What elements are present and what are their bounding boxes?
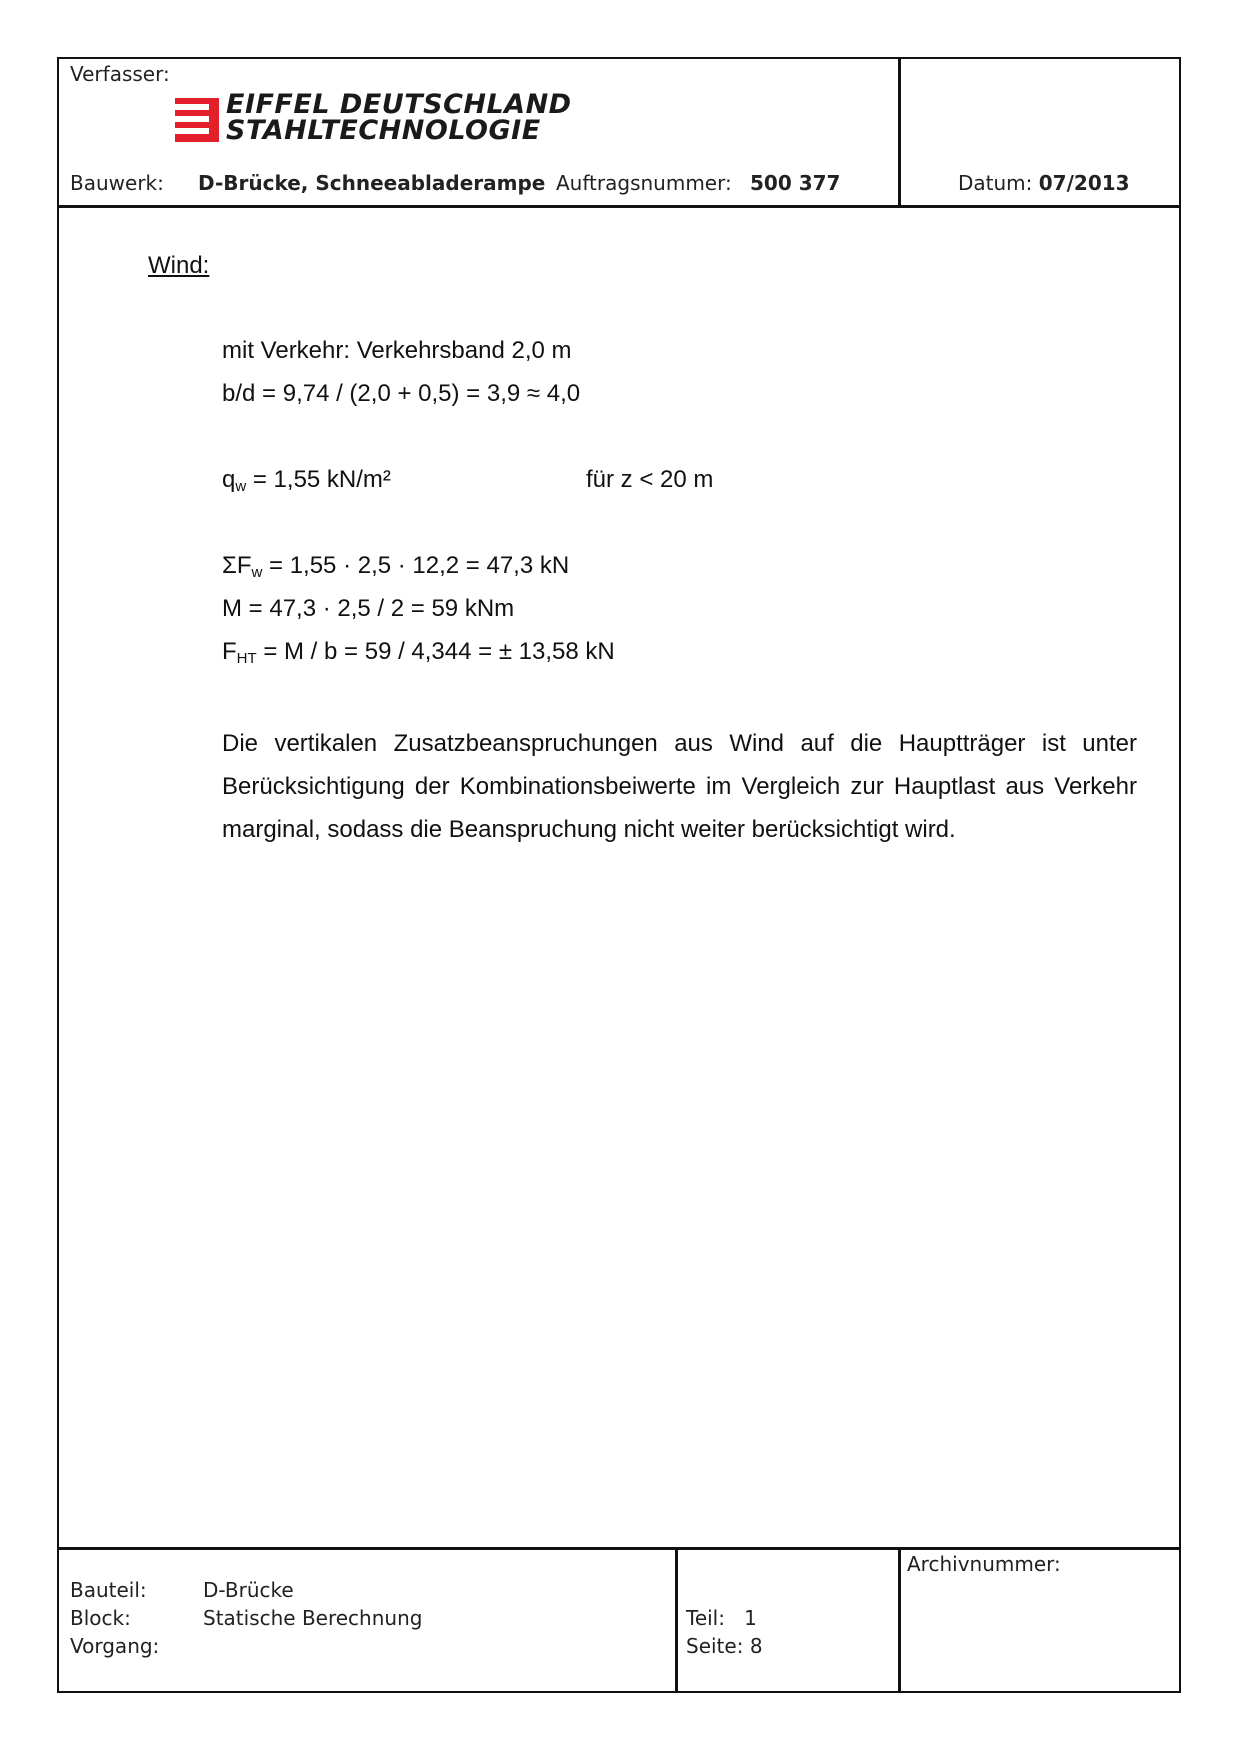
archive-label: Archivnummer: bbox=[907, 1552, 1061, 1576]
block-label: Block: bbox=[70, 1606, 131, 1630]
moment-line: M = 47,3 · 2,5 / 2 = 59 kNm bbox=[222, 595, 515, 622]
fht-symbol: F bbox=[222, 638, 237, 665]
page-frame bbox=[57, 57, 1181, 1693]
fht-subscript: HT bbox=[236, 650, 257, 667]
process-label: Vorgang: bbox=[70, 1634, 160, 1658]
header-divider bbox=[57, 205, 1181, 208]
fht-value: = M / b = 59 / 4,344 = ± 13,58 kN bbox=[256, 638, 615, 665]
part-value: D-Brücke bbox=[203, 1578, 294, 1602]
project-label: Bauwerk: bbox=[70, 171, 164, 195]
qw-value: = 1,55 kN/m² bbox=[246, 466, 391, 493]
sum-value: = 1,55 · 2,5 · 12,2 = 47,3 kN bbox=[262, 552, 570, 579]
wind-force-sum-line bbox=[222, 552, 569, 581]
order-label: Auftragsnummer: bbox=[556, 171, 732, 195]
sum-subscript: w bbox=[251, 564, 263, 581]
date-value: 07/2013 bbox=[1038, 171, 1130, 195]
block-value: Statische Berechnung bbox=[203, 1606, 423, 1630]
wind-pressure-line bbox=[222, 466, 391, 495]
seite-field bbox=[686, 1634, 763, 1658]
section-heading: Wind: bbox=[148, 252, 210, 279]
company-name-line1: EIFFEL DEUTSCHLAND bbox=[226, 89, 572, 120]
date-field bbox=[958, 171, 1130, 195]
footer-divider bbox=[57, 1547, 1181, 1550]
project-value: D-Brücke, Schneeabladerampe bbox=[198, 171, 546, 195]
teil-label: Teil: bbox=[686, 1606, 725, 1630]
order-value: 500 377 bbox=[750, 171, 841, 195]
company-logo-icon bbox=[173, 96, 221, 144]
author-label: Verfasser: bbox=[70, 62, 170, 86]
seite-value: 8 bbox=[749, 1634, 763, 1658]
qw-subscript: w bbox=[235, 478, 247, 495]
bd-ratio-line: b/d = 9,74 / (2,0 + 0,5) = 3,9 ≈ 4,0 bbox=[222, 380, 581, 407]
date-label: Datum: bbox=[958, 171, 1033, 195]
qw-symbol: q bbox=[222, 466, 236, 493]
teil-value: 1 bbox=[744, 1606, 757, 1630]
footer-vertical-divider-2 bbox=[898, 1547, 901, 1693]
sum-symbol: ΣF bbox=[222, 552, 252, 579]
header-vertical-divider bbox=[898, 57, 901, 207]
part-label: Bauteil: bbox=[70, 1578, 147, 1602]
company-name-line2: STAHLTECHNOLOGIE bbox=[226, 115, 541, 146]
company-name bbox=[226, 89, 572, 146]
conclusion-paragraph: Die vertikalen Zusatzbeanspruchungen aus Wind auf die Hauptträger ist unter Berücksichtigung der Kombinationsbeiwerte im Vergleich zur Hauptlast aus Verkehr marginal, sodass die Beanspruchung nicht weiter berücksichtigt wird. bbox=[222, 730, 1137, 843]
wind-pressure-condition: für z < 20 m bbox=[586, 466, 714, 493]
teil-field bbox=[686, 1606, 757, 1630]
footer-vertical-divider-1 bbox=[675, 1547, 678, 1693]
main-girder-force-line bbox=[222, 638, 615, 667]
seite-label: Seite: bbox=[686, 1634, 744, 1658]
traffic-line: mit Verkehr: Verkehrsband 2,0 m bbox=[222, 337, 572, 364]
